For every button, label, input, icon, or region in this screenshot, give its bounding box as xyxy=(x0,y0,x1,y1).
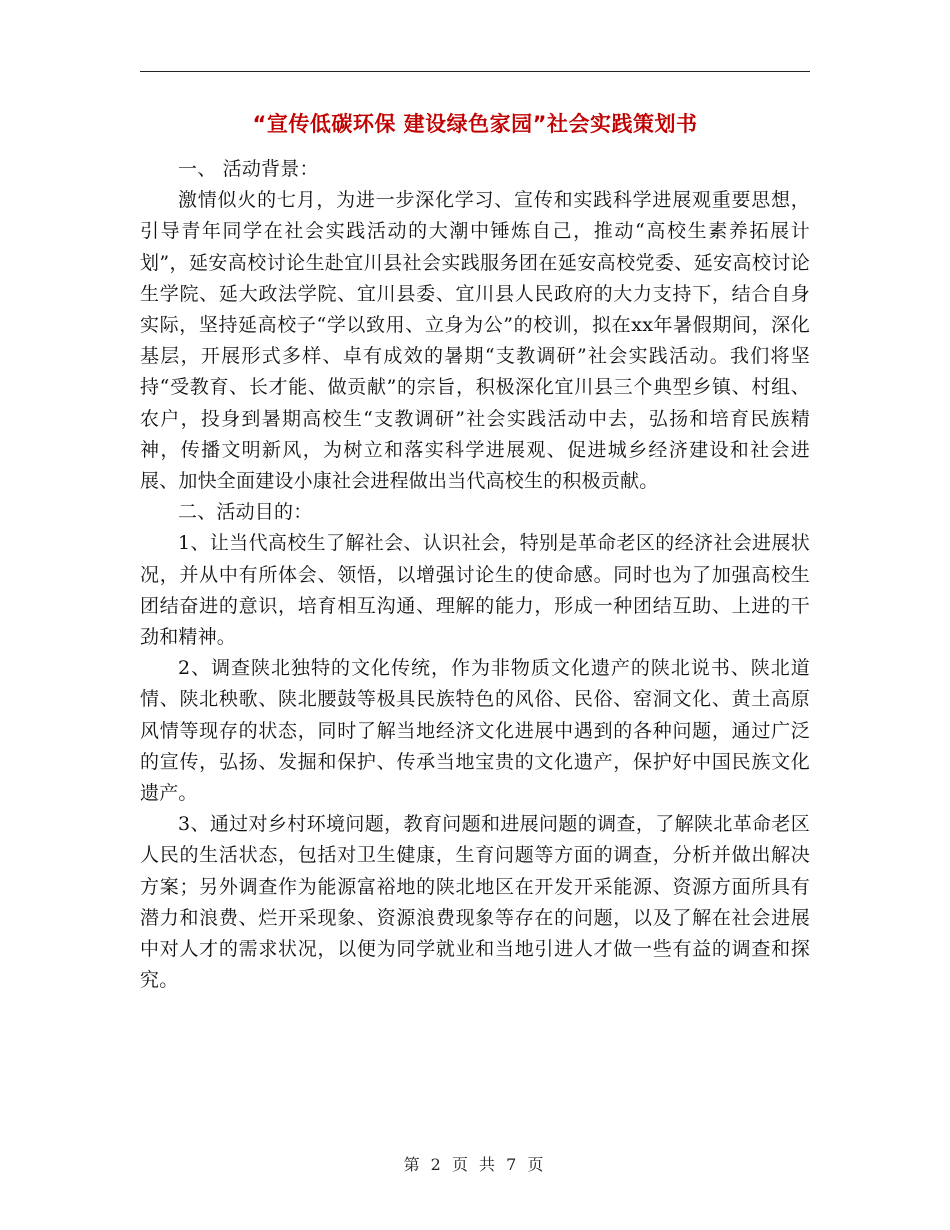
section-heading-purpose: 二、活动目的： xyxy=(178,501,313,524)
section-heading-background: 一、 活动背景： xyxy=(178,158,319,180)
header-rule xyxy=(140,71,810,72)
paragraph-purpose-3: 3、通过对乡村环境问题，教育问题和进展问题的调查，了解陕北革命老区人民的生活状态，包括对卫生健康，生育问题等方面的调查，分析并做出解决方案；另外调查作为能源富裕地的陕北地区在开发开采能源、资源方面所具有潜力和浪费、烂开采现象、资源浪费现象等存在的问题，以及了解在社会进展中对人才的需求状况，以便为同学就业和当地引进人才做一些有益的调查和探究。 xyxy=(140,813,810,992)
page-number: 第 2 页 共 7 页 xyxy=(403,1155,547,1174)
paragraph-purpose-2: 2、调查陕北独特的文化传统，作为非物质文化遗产的陕北说书、陕北道情、陕北秧歌、陕北腰鼓等极具民族特色的风俗、民俗、窑洞文化、黄土高原风情等现存的状态，同时了解当地经济文化进展中遇到的各种问题，通过广泛的宣传，弘扬、发掘和保护、传承当地宝贵的文化遗产，保护好中国民族文化遗产。 xyxy=(140,657,810,805)
document-body xyxy=(140,154,810,996)
paragraph-purpose-1: 1、让当代高校生了解社会、认识社会，特别是革命老区的经济社会进展状况，并从中有所体会、领悟，以增强讨论生的使命感。同时也为了加强高校生团结奋进的意识，培育相互沟通、理解的能力，形成一种团结互助、上进的干劲和精神。 xyxy=(140,532,810,649)
document-title: “宣传低碳环保 建设绿色家园”社会实践策划书 xyxy=(252,112,698,136)
paragraph-background: 激情似火的七月，为进一步深化学习、宣传和实践科学进展观重要思想，引导青年同学在社会实践活动的大潮中锤炼自己，推动“高校生素养拓展计划”，延安高校讨论生赴宜川县社会实践服务团在延安高校党委、延安高校讨论生学院、延大政法学院、宜川县委、宜川县人民政府的大力支持下，结合自身实际，坚持延高校子“学以致用、立身为公”的校训，拟在xx年暑假期间，深化基层，开展形式多样、卓有成效的暑期“支教调研”社会实践活动。我们将坚持“受教育、长才能、做贡献”的宗旨，积极深化宜川县三个典型乡镇、村组、农户，投身到暑期高校生“支教调研”社会实践活动中去，弘扬和培育民族精神，传播文明新风，为树立和落实科学进展观、促进城乡经济建设和社会进展、加快全面建设小康社会进程做出当代高校生的积极贡献。 xyxy=(140,189,810,493)
